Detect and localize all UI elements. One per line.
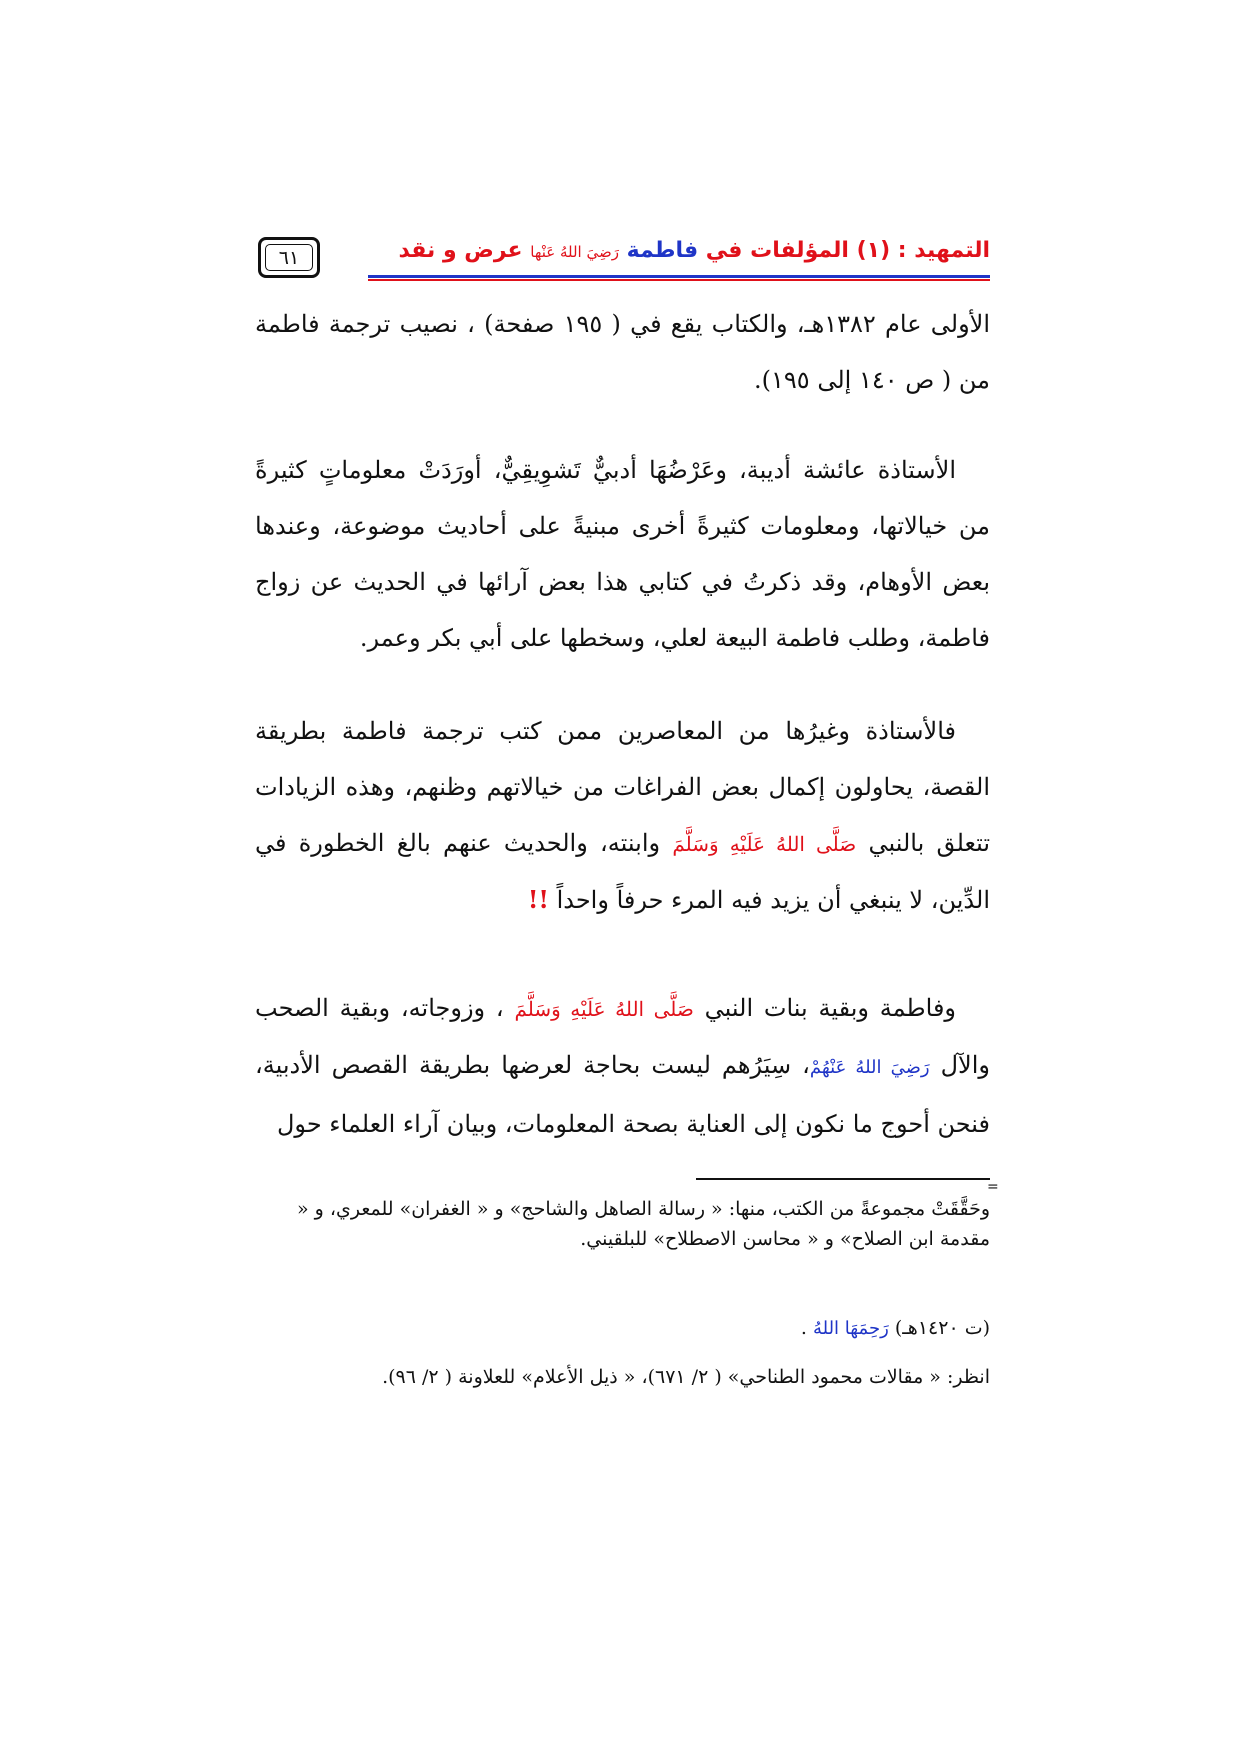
honorific-companions: رَضِيَ اللهُ عَنْهُمْ [809,1057,930,1078]
footnote-continuation-mark: = [987,1179,999,1195]
page-number-box [258,237,320,278]
running-head-honorific: رَضِيَ اللهُ عَنْها [530,243,619,261]
paragraph-3-text-a: فالأستاذة وغيرُها من المعاصرين ممن كتب ترجمة فاطمة بطريقة القصة، يحاولون إكمال بعض الفراغات من خيالاتهم وظنهم، وهذه الزيادات تتعلق بالنبي [255,717,991,857]
paragraph-2: الأستاذة عائشة أديبة، وعَرْضُهَا أدبيٌّ تَشوِيقِيٌّ، أورَدَتْ معلوماتٍ كثيرةً من خيالاتها، ومعلومات كثيرةً أخرى مبنيةً على أحاديث موضوعة، وعندها بعض الأوهام، وقد ذكرتُ في كتابي هذا بعض آرائها في الحديث عن زواج فاطمة، وطلب فاطمة البيعة لعلي، وسخطها على أبي بكر وعمر. [255,456,990,652]
footnote-separator [696,1178,990,1180]
footnote-2-text-b: . [800,1317,813,1339]
running-head [370,236,990,267]
header-rule-blue [368,275,990,278]
running-head-section: (١) المؤلفات في [698,238,891,263]
paragraph-4-text-b: ، وزوجاته، وبقية الصحب والآل [255,994,991,1079]
exclamation-mark: !! [527,885,549,914]
honorific-salutation: صَلَّى اللهُ عَلَيْهِ وَسَلَّمَ [514,997,694,1021]
paragraph-3 [255,703,990,928]
header-rule-red [368,279,990,281]
paragraph-3-text-b: وابنته، والحديث عنهم بالغ الخطورة في الدِّين، لا ينبغي أن يزيد فيه المرء حرفاً واحداً [255,829,990,914]
running-head-prefix: التمهيد : [890,238,990,263]
paragraph-4 [255,980,990,1152]
paragraph-4-text-c: ، سِيَرُهم ليست بحاجة لعرضها بطريقة القصص الأدبية، فنحن أحوج ما نكون إلى العناية بصحة المعلومات، وبيان آراء العلماء حول [255,1051,990,1138]
footnote-2-text-a: (ت ١٤٢٠هـ) [888,1317,990,1339]
footnote-3: انظر: « مقالات محمود الطناحي» ( ٢/ ٦٧١)، « ذيل الأعلام» للعلاونة ( ٢/ ٩٦). [382,1366,990,1388]
footnote-2 [255,1313,990,1344]
page-number: ٦١ [265,244,313,271]
honorific-salutation: صَلَّى اللهُ عَلَيْهِ وَسَلَّمَ [672,832,857,856]
running-head-suffix: عرض و نقد [398,238,531,263]
footnote-1: وحَقَّقَتْ مجموعةً من الكتب، منها: « رسالة الصاهل والشاحج» و « الغفران» للمعري، و « مقدمة ابن الصلاح» و « محاسن الاصطلاح» للبلقيني. [296,1198,990,1250]
running-head-subject: فاطمة [618,238,699,263]
paragraph-4-text-a: وفاطمة وبقية بنات النبي [693,994,957,1022]
honorific-rahimaha: رَحِمَهَا اللهُ [812,1318,889,1339]
paragraph-1: الأولى عام ١٣٨٢هـ، والكتاب يقع في ( ١٩٥ صفحة) ، نصيب ترجمة فاطمة من ( ص ١٤٠ إلى ١٩٥). [255,310,991,394]
